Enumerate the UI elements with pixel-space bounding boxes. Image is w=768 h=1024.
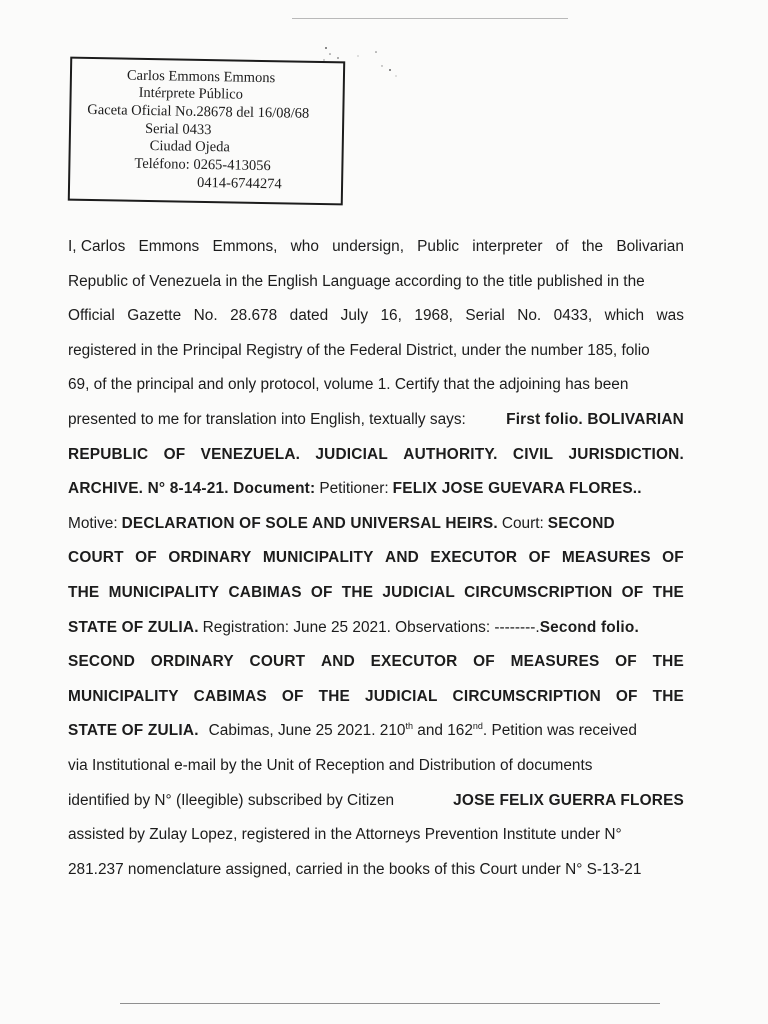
stamp-phone: Teléfono: 0265-413056 <box>134 155 271 175</box>
word: MEASURES <box>510 653 600 671</box>
word: Official <box>68 307 115 325</box>
word: interpreter <box>472 238 543 255</box>
line-text: Republic of Venezuela in the English Language according to the title published in the <box>68 272 645 290</box>
word: AUTHORITY. <box>403 445 498 463</box>
line-text: Registration: June 25 2021. Observations: --------. <box>202 618 540 636</box>
text-line-14 <box>68 688 684 723</box>
word: was <box>656 307 684 325</box>
word: Serial <box>465 307 505 325</box>
word: 1968, <box>414 307 453 325</box>
word: CIRCUMSCRIPTION <box>452 687 601 705</box>
word: MUNICIPALITY <box>68 687 179 705</box>
line-text: identified by N° (Ileegible) subscribed by Citizen <box>68 791 395 809</box>
bottom-edge-line <box>120 1003 660 1004</box>
word: COURT <box>68 549 124 567</box>
text-line-11 <box>68 584 684 619</box>
word: dated <box>289 307 329 325</box>
word: 0433, <box>553 307 593 325</box>
word: Emmons, <box>212 238 278 255</box>
word: JUDICIAL <box>382 583 455 601</box>
text-line-2 <box>68 273 684 308</box>
bold-text: SECOND <box>547 514 615 532</box>
line-text <box>209 722 637 757</box>
word: 16, <box>380 307 402 325</box>
word: OF <box>135 549 157 567</box>
word: JUDICIAL <box>364 687 438 705</box>
word: who <box>290 238 319 255</box>
word: Bolivarian <box>616 238 684 255</box>
interpreter-stamp <box>68 57 345 206</box>
word: MUNICIPALITY <box>262 549 374 567</box>
word: MUNICIPALITY <box>108 583 220 601</box>
word: which <box>604 307 645 325</box>
text-line-4 <box>68 342 684 377</box>
word: Public <box>417 238 460 255</box>
word: I, Carlos <box>68 238 126 255</box>
stamp-serial: Serial 0433 <box>144 120 212 139</box>
line-text: Petitioner: <box>319 480 389 498</box>
stamp-phone-2: 0414-6744274 <box>196 174 282 193</box>
word: OF <box>310 583 333 601</box>
stamp-name: Carlos Emmons Emmons <box>126 67 276 87</box>
word: OF <box>163 445 186 463</box>
word: AND <box>320 653 355 671</box>
stamp-city: Ciudad Ojeda <box>149 138 230 156</box>
line-text: 281.237 nomenclature assigned, carried in the books of this Court under N° S-13-21 <box>68 860 642 878</box>
bold-text: DECLARATION OF SOLE AND UNIVERSAL HEIRS. <box>121 514 498 532</box>
bold-text: Second folio. <box>539 618 639 636</box>
word: THE <box>68 583 100 601</box>
text-line-6 <box>68 411 684 446</box>
line-text: assisted by Zulay Lopez, registered in the Attorneys Prevention Institute under N° <box>68 826 622 844</box>
text-line-15 <box>68 722 684 757</box>
text-line-9 <box>68 515 684 550</box>
word: JURISDICTION. <box>568 445 684 463</box>
word: OF <box>528 549 551 567</box>
word: CIVIL <box>512 445 554 463</box>
word: 28.678 <box>230 307 278 325</box>
word: OF <box>473 653 495 671</box>
line-text: registered in the Principal Registry of the Federal District, under the number 185, folio <box>68 341 650 359</box>
word: ORDINARY <box>168 549 252 567</box>
bold-text: JOSE FELIX GUERRA FLORES <box>453 791 684 809</box>
word: No. <box>193 307 218 325</box>
text-line-16 <box>68 757 684 792</box>
superscript: th <box>405 721 413 732</box>
bold-text: First folio. BOLIVARIAN <box>506 410 684 428</box>
word: COURT <box>249 653 306 671</box>
text-line-8 <box>68 480 684 515</box>
word: THE <box>341 583 374 601</box>
word: REPUBLIC <box>68 445 149 463</box>
text-line-7 <box>68 446 684 481</box>
word: EXECUTOR <box>370 653 458 671</box>
word: July <box>340 307 369 325</box>
word: OF <box>621 583 644 601</box>
text-line-12 <box>68 619 684 654</box>
text-line-19 <box>68 861 684 896</box>
word: OF <box>281 687 304 705</box>
word: THE <box>652 583 684 601</box>
date-text: Cabimas, June 25 2021. 210 <box>208 722 406 740</box>
word: CABIMAS <box>228 583 302 601</box>
word: undersign, <box>332 238 404 255</box>
word: ORDINARY <box>150 653 234 671</box>
top-edge-line <box>292 18 568 19</box>
stamp-gazette: Gaceta Oficial No.28678 del 16/08/68 <box>87 101 310 122</box>
word: MEASURES <box>561 549 651 567</box>
bold-text: STATE OF ZULIA. <box>68 618 199 636</box>
translation-body <box>68 238 684 895</box>
line-text: presented to me for translation into English, textually says: <box>68 410 466 428</box>
petition-text: . Petition was received <box>482 722 637 740</box>
word: OF <box>615 687 638 705</box>
word: CIRCUMSCRIPTION <box>464 583 613 601</box>
word: of <box>555 238 569 255</box>
word: VENEZUELA. <box>200 445 301 463</box>
line-text: Court: <box>501 514 544 532</box>
word: THE <box>318 687 351 705</box>
word: No. <box>517 307 542 325</box>
bold-text: ARCHIVE. N° 8-14-21. Document: <box>68 480 316 498</box>
line-text: via Institutional e-mail by the Unit of Reception and Distribution of documents <box>68 756 593 774</box>
text-line-5 <box>68 376 684 411</box>
word: AND <box>385 549 419 567</box>
superscript: nd <box>472 721 483 732</box>
bold-text: STATE OF ZULIA. <box>68 722 199 740</box>
word: THE <box>652 687 684 705</box>
text-line-1 <box>68 238 684 273</box>
text-line-18 <box>68 826 684 861</box>
stamp-title: Intérprete Público <box>138 84 244 103</box>
word: CABIMAS <box>193 687 267 705</box>
word: JUDICIAL <box>315 445 388 463</box>
word: Gazette <box>127 307 182 325</box>
word: SECOND <box>68 653 136 671</box>
text-line-13 <box>68 653 684 688</box>
text-line-17 <box>68 792 684 827</box>
and-text: and 162 <box>417 722 473 740</box>
line-text: 69, of the principal and only protocol, volume 1. Certify that the adjoining has been <box>68 376 629 394</box>
word: OF <box>615 653 637 671</box>
word: OF <box>662 549 684 567</box>
text-line-3 <box>68 307 684 342</box>
bold-text: FELIX JOSE GUEVARA FLORES.. <box>392 480 642 498</box>
word: EXECUTOR <box>430 549 518 567</box>
word: THE <box>652 653 684 671</box>
line-text: Motive: <box>68 514 118 532</box>
word: the <box>581 238 604 255</box>
word: Emmons <box>138 238 200 255</box>
text-line-10 <box>68 549 684 584</box>
